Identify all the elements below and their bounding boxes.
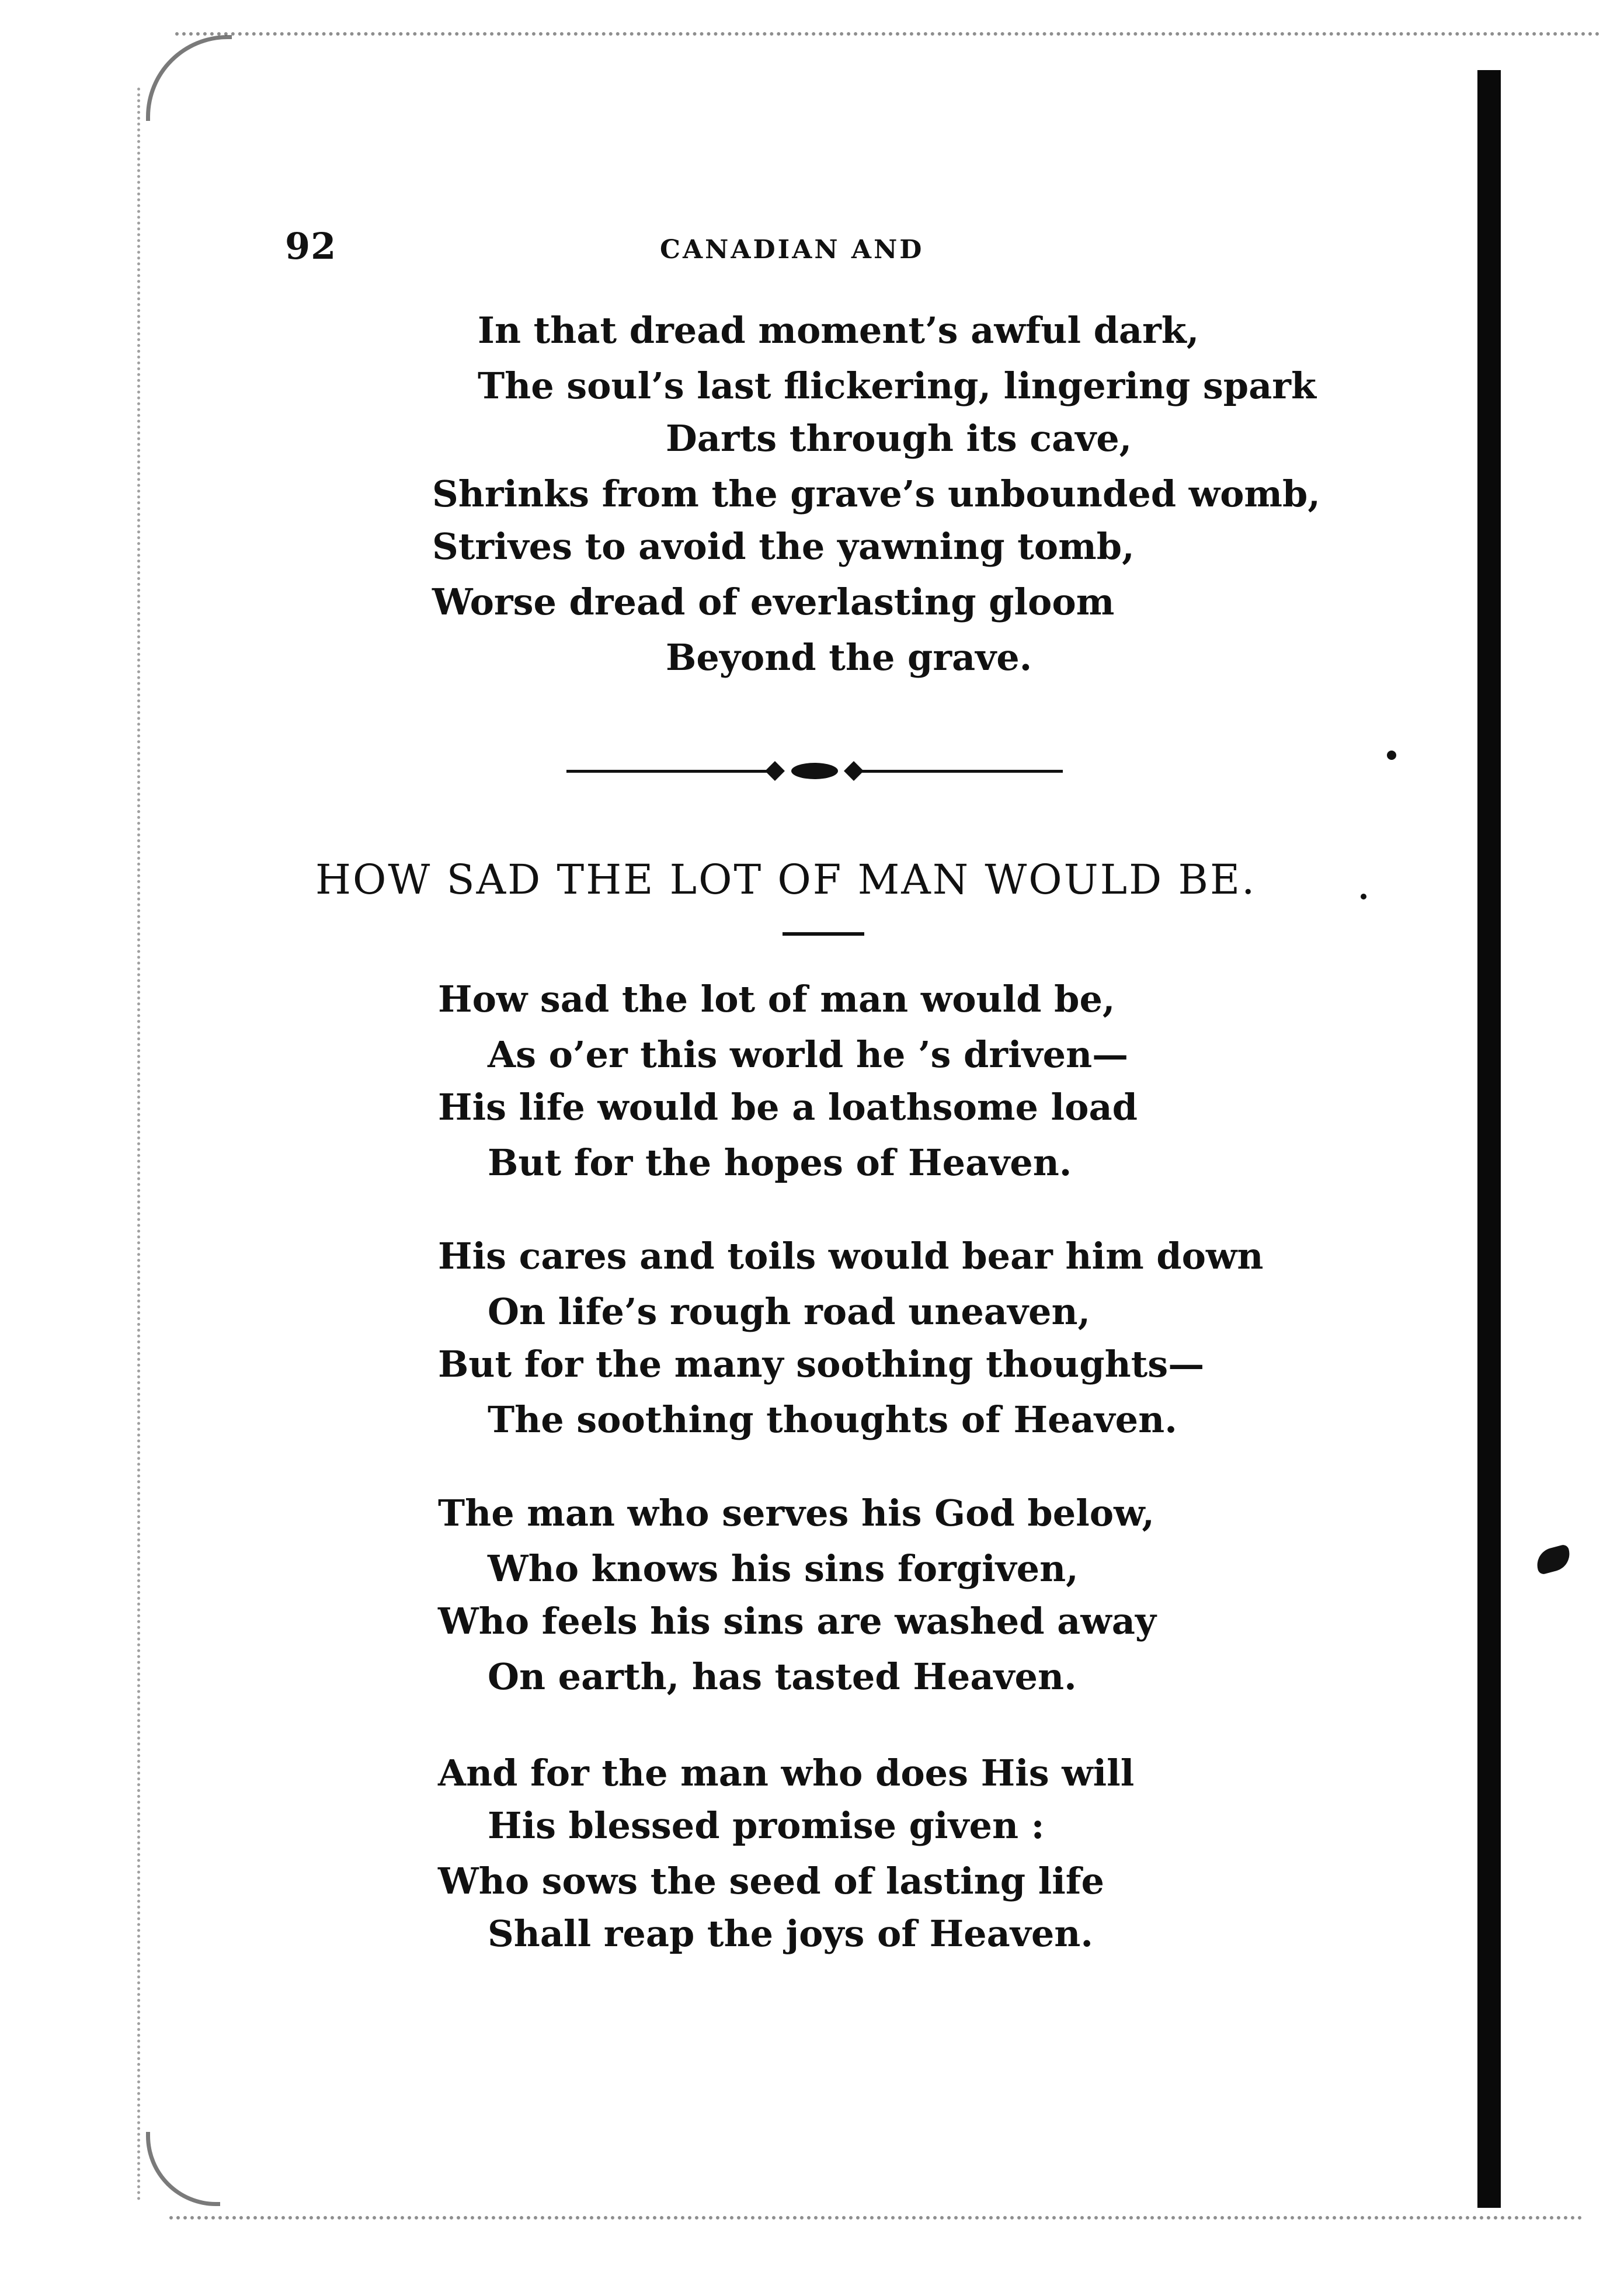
page-number: 92 — [285, 225, 337, 268]
verse-line: On life’s rough road uneaven, — [488, 1290, 1091, 1333]
page-corner-bottom-left — [146, 2132, 220, 2206]
verse-line: But for the hopes of Heaven. — [488, 1141, 1072, 1184]
running-head: CANADIAN AND — [660, 235, 924, 265]
ornament-center — [791, 763, 838, 779]
verse-line: His blessed promise given : — [488, 1804, 1045, 1847]
verse-line: Strives to avoid the yawning tomb, — [432, 525, 1135, 568]
ink-blot — [1533, 1544, 1573, 1575]
verse-line: His cares and toils would bear him down — [438, 1235, 1264, 1277]
verse-line: The soothing thoughts of Heaven. — [488, 1398, 1177, 1441]
page-edge-left — [137, 88, 152, 2202]
ink-dot — [1387, 751, 1396, 760]
verse-line: But for the many soothing thoughts— — [438, 1343, 1205, 1385]
verse-line: The man who serves his God below, — [438, 1492, 1155, 1534]
verse-line: Shall reap the joys of Heaven. — [488, 1912, 1093, 1955]
page-corner-top-left — [146, 35, 232, 121]
verse-line: His life would be a loathsome load — [438, 1086, 1138, 1128]
poem-title: HOW SAD THE LOT OF MAN WOULD BE. — [315, 856, 1257, 904]
verse-line: On earth, has tasted Heaven. — [488, 1655, 1077, 1698]
verse-line: Who feels his sins are washed away — [438, 1600, 1156, 1642]
verse-line: Shrinks from the grave’s unbounded womb, — [432, 473, 1320, 515]
verse-line: Who knows his sins forgiven, — [488, 1547, 1079, 1590]
title-rule — [783, 932, 864, 936]
verse-line: In that dread moment’s awful dark, — [478, 309, 1199, 352]
verse-line: Beyond the grave. — [666, 636, 1032, 679]
verse-line: Darts through its cave, — [666, 417, 1132, 460]
verse-line: As o’er this world he ’s driven— — [488, 1033, 1129, 1076]
binding-shadow-bar — [1477, 70, 1501, 2208]
verse-line: Worse dread of everlasting gloom — [432, 581, 1115, 623]
ornament-rule-left — [566, 770, 783, 773]
ink-dot — [1361, 894, 1366, 899]
ornament-diamond — [765, 761, 785, 781]
ornamental-rule — [566, 759, 1063, 783]
page-edge-bottom — [169, 2202, 1583, 2220]
ornament-rule-right — [847, 770, 1063, 773]
verse-line: And for the man who does His will — [438, 1752, 1135, 1794]
page-edge-top — [175, 32, 1600, 52]
verse-line: Who sows the seed of lasting life — [438, 1860, 1104, 1902]
verse-line: The soul’s last flickering, lingering spark — [478, 364, 1316, 407]
verse-line: How sad the lot of man would be, — [438, 978, 1115, 1020]
